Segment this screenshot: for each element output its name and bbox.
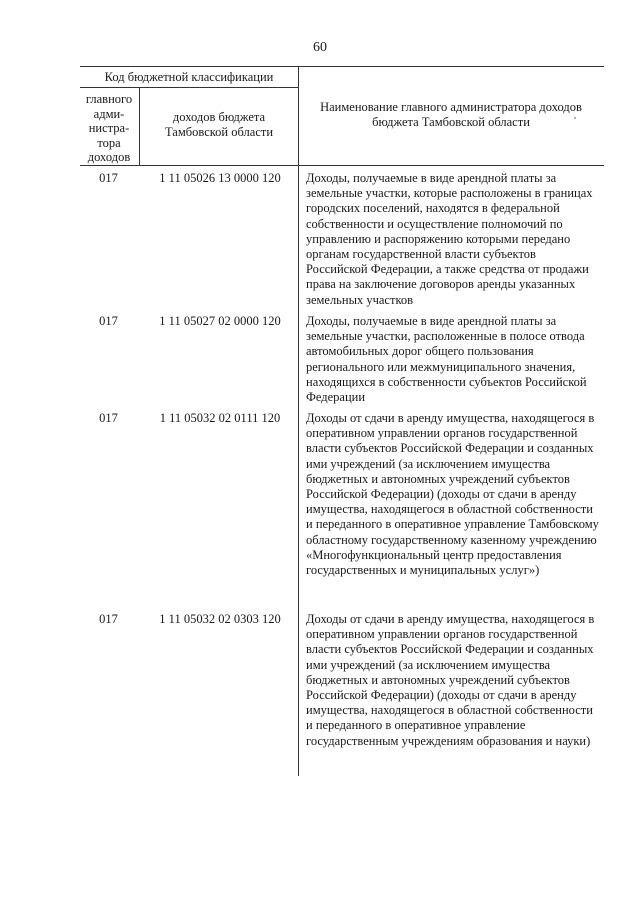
table-row-4-admin-code: 017 [99, 612, 118, 626]
header-group-label: Код бюджетной классификации [104, 70, 274, 84]
scan-speck [574, 117, 576, 119]
page-number: 60 [313, 40, 327, 55]
table-row-3-admin-code: 017 [99, 411, 118, 425]
table-row-1-admin-code: 017 [99, 171, 118, 185]
table-row-2-name: Доходы, получаемые в виде арендной платы за земельные участки, расположенные в полосе отвода автомобильных дорог общего пользования регионального или межмуниципального значения, находящихся в собственности субъектов Российской Федерации [306, 314, 587, 405]
table-row-3-income-code: 1 11 05032 02 0111 120 [159, 411, 281, 425]
header-income-column: доходов бюджета Тамбовской области [164, 110, 274, 139]
budget-classification-table [80, 66, 604, 776]
table-row-2-income-code: 1 11 05027 02 0000 120 [159, 314, 281, 328]
col-divider-admin [139, 87, 140, 165]
table-top-rule [80, 66, 604, 67]
group-header-rule [80, 87, 298, 88]
table-row-4-income-code: 1 11 05032 02 0303 120 [159, 612, 281, 626]
header-admin-column: главного адми-нистра-тора доходов [85, 92, 133, 164]
header-bottom-rule [80, 165, 604, 166]
header-name-column: Наименование главного администратора доходов бюджета Тамбовской области [320, 100, 582, 129]
table-row-1-income-code: 1 11 05026 13 0000 120 [159, 171, 281, 185]
table-row-2-admin-code: 017 [99, 314, 118, 328]
col-divider-name [298, 66, 299, 776]
table-row-3-name: Доходы от сдачи в аренду имущества, находящегося в оперативном управлении органов государственной власти субъектов Российской Федерации и созданных ими учреждений (за исключением имущества бюджетных и автономных учреждений субъектов Российской Федерации) (доходы от сдачи в аренду имущества, находящегося в областной собственности и переданного в оперативное управление Тамбовскому областному государственному казенному учреждению «Многофункциональный центр предоставления государственных и муниципальных услуг») [306, 411, 599, 578]
table-row-4-name: Доходы от сдачи в аренду имущества, находящегося в оперативном управлении органов государственной власти субъектов Российской Федерации и созданных ими учреждений (за исключением имущества бюджетных и автономных учреждений субъектов Российской Федерации) (доходы от сдачи в аренду имущества, находящегося в областной собственности и переданного в оперативное управление государственным учреждениям образования и науки) [306, 612, 595, 748]
table-row-1-name: Доходы, получаемые в виде арендной платы за земельные участки, которые расположены в границах городских поселений, находятся в федеральной собственности и осуществление полномочий по управлению и распоряжению которыми передано органам государственной власти субъектов Российской Федерации, а также средства от продажи права на заключение договоров аренды указанных земельных участков [306, 171, 593, 307]
